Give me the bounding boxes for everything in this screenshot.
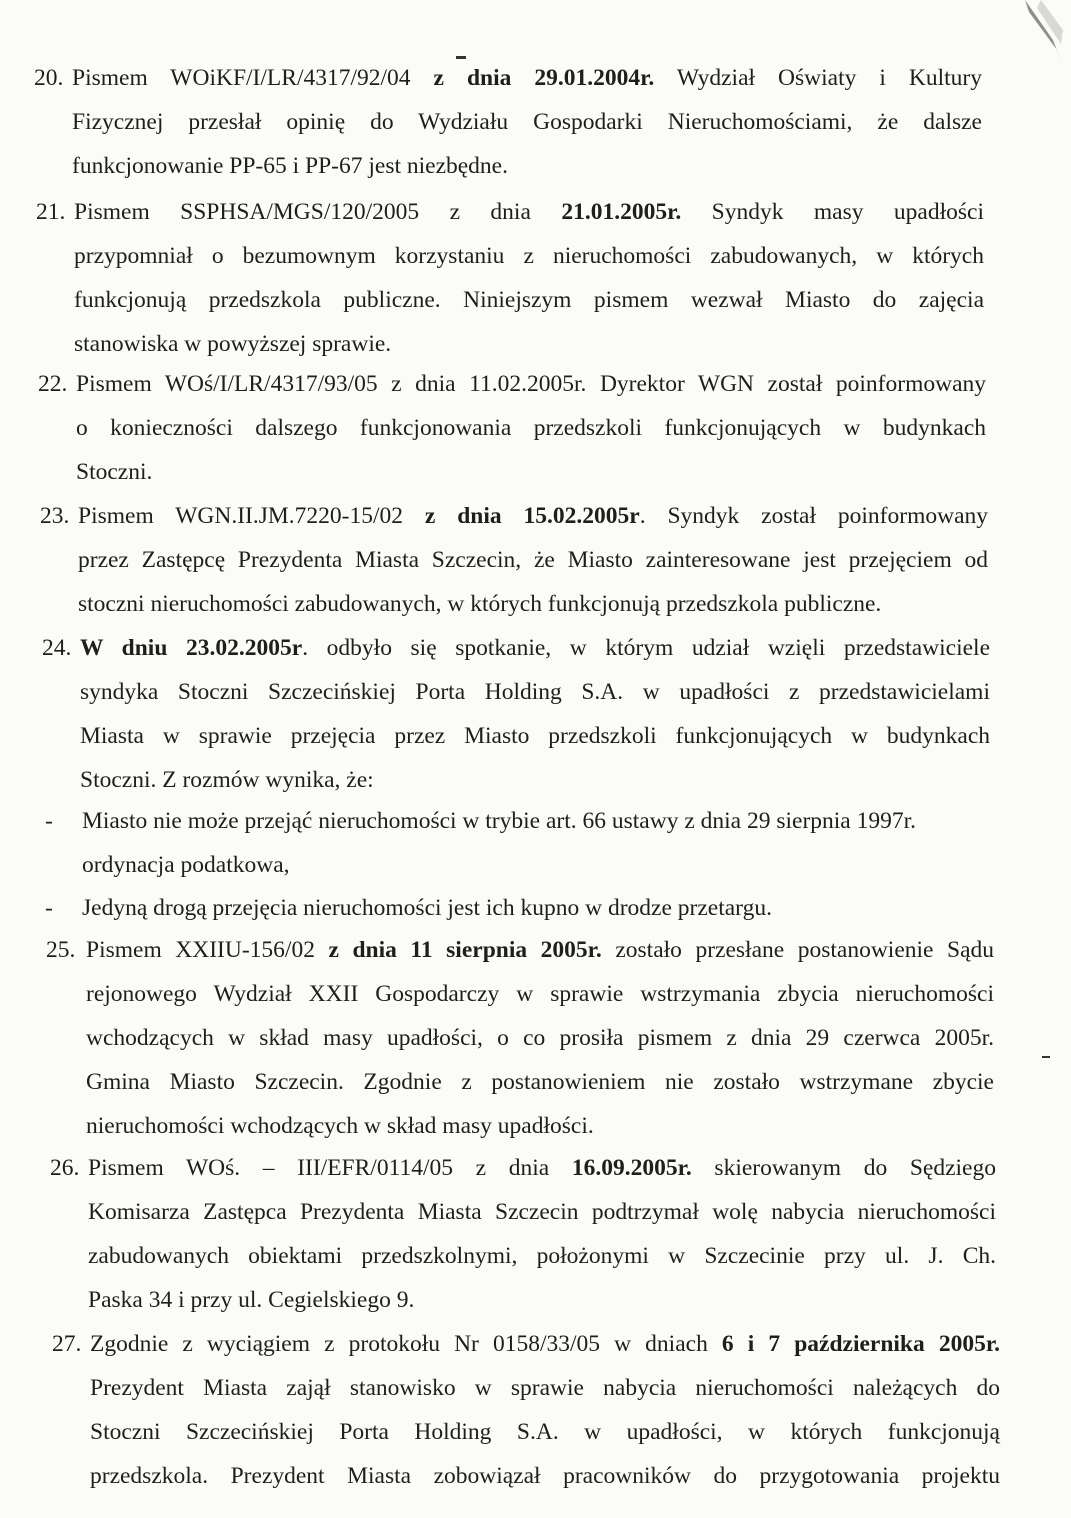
text-line	[74, 234, 984, 278]
text-line	[86, 1104, 994, 1148]
text-run: nieruchomości wchodzących w skład masy upadłości.	[86, 1113, 594, 1139]
text-run: zabudowanych obiektami przedszkolnymi, położonymi w Szczecinie przy ul. J. Ch.	[88, 1243, 996, 1269]
text-run: o konieczności dalszego funkcjonowania przedszkoli funkcjonujących w budynkach	[76, 415, 986, 441]
text-line	[86, 1060, 994, 1104]
text-line	[80, 626, 990, 670]
text-run: Pismem XXIIU-156/02	[86, 937, 329, 963]
text-line	[74, 278, 984, 322]
text-run: wchodzących w skład masy upadłości, o co prosiła pismem z dnia 29 czerwca 2005r.	[86, 1025, 994, 1051]
list-item	[42, 626, 990, 802]
text-run: . odbyło się spotkanie, w którym udział wzięli przedstawiciele	[302, 635, 990, 661]
text-run: Pismem SSPHSA/MGS/120/2005 z dnia	[74, 199, 562, 225]
list-item	[46, 928, 994, 1148]
item-body	[74, 190, 984, 366]
bold-date-run: W dniu 23.02.2005r	[80, 635, 303, 661]
text-run: zostało przesłane postanowienie Sądu	[601, 937, 995, 963]
list-item	[52, 1322, 1000, 1498]
scan-corner-mark	[997, 0, 1067, 70]
item-body	[88, 1146, 996, 1322]
item-number: 25.	[46, 937, 76, 963]
text-line	[80, 758, 990, 802]
bullet-body	[82, 886, 992, 930]
list-item	[36, 190, 984, 366]
bullet-body	[82, 799, 992, 887]
text-line	[90, 1410, 1000, 1454]
text-run: . Syndyk został poinformowany	[639, 503, 988, 529]
text-run: Paska 34 i przy ul. Cegielskiego 9.	[88, 1287, 415, 1313]
text-line	[88, 1190, 996, 1234]
item-body	[80, 626, 990, 802]
text-line	[90, 1322, 1000, 1366]
text-line	[72, 100, 982, 144]
text-line	[86, 1016, 994, 1060]
item-body	[76, 362, 986, 494]
text-run: Gmina Miasto Szczecin. Zgodnie z postanowieniem nie zostało wstrzymane zbycie	[86, 1069, 994, 1095]
text-line	[88, 1234, 996, 1278]
item-number: 21.	[36, 199, 66, 225]
text-run: Zgodnie z wyciągiem z protokołu Nr 0158/33/05 w dniach	[90, 1331, 722, 1357]
text-run: stoczni nieruchomości zabudowanych, w których funkcjonują przedszkola publiczne.	[78, 591, 882, 617]
item-body	[78, 494, 988, 626]
item-body	[86, 928, 994, 1148]
text-run: przypomniał o bezumownym korzystaniu z nieruchomości zabudowanych, w których	[74, 243, 984, 269]
text-line	[78, 538, 988, 582]
text-line: ordynacja podatkowa,	[82, 852, 290, 878]
bold-date-run: z dnia 29.01.2004r.	[433, 65, 655, 91]
text-line	[72, 144, 982, 188]
bullet-dash: -	[45, 808, 53, 834]
text-line	[90, 1454, 1000, 1498]
text-line	[88, 1278, 996, 1322]
text-run: Pismem WGN.II.JM.7220-15/02	[78, 503, 425, 529]
text-run: Syndyk masy upadłości	[681, 199, 984, 225]
list-item	[34, 56, 982, 188]
text-line	[76, 406, 986, 450]
text-run: Fizycznej przesłał opinię do Wydziału Gospodarki Nieruchomościami, że dalsze	[72, 109, 982, 135]
text-line	[86, 928, 994, 972]
bullet-item	[45, 886, 992, 930]
item-number: 20.	[34, 65, 64, 91]
text-run: stanowiska w powyższej sprawie.	[74, 331, 392, 357]
text-run: Pismem WOś. – III/EFR/0114/05 z dnia	[88, 1155, 572, 1181]
text-line	[78, 494, 988, 538]
text-line	[74, 322, 984, 366]
text-run: Komisarza Zastępca Prezydenta Miasta Szczecin podtrzymał wolę nabycia nieruchomości	[88, 1199, 996, 1225]
text-run: Stoczni Szczecińskiej Porta Holding S.A. w upadłości, w których funkcjonują	[90, 1419, 1000, 1445]
bold-date-run: 6 i 7 października 2005r.	[721, 1331, 1000, 1357]
text-line	[76, 362, 986, 406]
text-line: Miasto nie może przejąć nieruchomości w trybie art. 66 ustawy z dnia 29 sierpnia 1997r.	[82, 808, 917, 834]
text-line	[80, 670, 990, 714]
item-number: 27.	[52, 1331, 82, 1357]
item-number: 26.	[50, 1155, 80, 1181]
text-run: przedszkola. Prezydent Miasta zobowiązał pracowników do przygotowania projektu	[90, 1463, 1000, 1489]
text-line	[76, 450, 986, 494]
text-line	[72, 56, 982, 100]
item-number: 24.	[42, 635, 72, 661]
text-line: Jedyną drogą przejęcia nieruchomości jest ich kupno w drodze przetargu.	[82, 895, 772, 921]
text-line	[80, 714, 990, 758]
bullet-dash: -	[45, 895, 53, 921]
text-run: funkcjonują przedszkola publiczne. Niniejszym pismem wezwał Miasto do zajęcia	[74, 287, 984, 313]
bold-date-run: 16.09.2005r.	[571, 1155, 692, 1181]
list-item	[40, 494, 988, 626]
text-line	[78, 582, 988, 626]
text-run: Stoczni. Z rozmów wynika, że:	[80, 767, 374, 793]
text-run: skierowanym do Sędziego	[691, 1155, 996, 1181]
text-run: Stoczni.	[76, 459, 153, 485]
text-run: funkcjonowanie PP-65 i PP-67 jest niezbędne.	[72, 153, 508, 179]
text-run: przez Zastępcę Prezydenta Miasta Szczecin, że Miasto zainteresowane jest przejęciem od	[78, 547, 988, 573]
text-line	[74, 190, 984, 234]
list-item	[38, 362, 986, 494]
bold-date-run: 21.01.2005r.	[561, 199, 682, 225]
text-run: syndyka Stoczni Szczecińskiej Porta Holding S.A. w upadłości z przedstawicielami	[80, 679, 990, 705]
text-run: Prezydent Miasta zajął stanowisko w sprawie nabycia nieruchomości należących do	[90, 1375, 1000, 1401]
item-number: 22.	[38, 371, 68, 397]
item-body	[90, 1322, 1000, 1498]
text-run: Pismem WOiKF/I/LR/4317/92/04	[72, 65, 434, 91]
text-line	[90, 1366, 1000, 1410]
bullet-item	[45, 799, 992, 887]
bold-date-run: z dnia 15.02.2005r	[424, 503, 640, 529]
text-run: Pismem WOś/I/LR/4317/93/05 z dnia 11.02.2005r. Dyrektor WGN został poinformowany	[76, 371, 986, 397]
item-number: 23.	[40, 503, 70, 529]
text-run: Miasta w sprawie przejęcia przez Miasto przedszkoli funkcjonujących w budynkach	[80, 723, 990, 749]
bold-date-run: z dnia 11 sierpnia 2005r.	[328, 937, 602, 963]
text-line	[86, 972, 994, 1016]
text-line	[88, 1146, 996, 1190]
scan-speck	[1042, 1056, 1050, 1058]
text-run: rejonowego Wydział XXII Gospodarczy w sprawie wstrzymania zbycia nieruchomości	[86, 981, 994, 1007]
list-item	[50, 1146, 996, 1322]
text-run: Wydział Oświaty i Kultury	[654, 65, 982, 91]
item-body	[72, 56, 982, 188]
